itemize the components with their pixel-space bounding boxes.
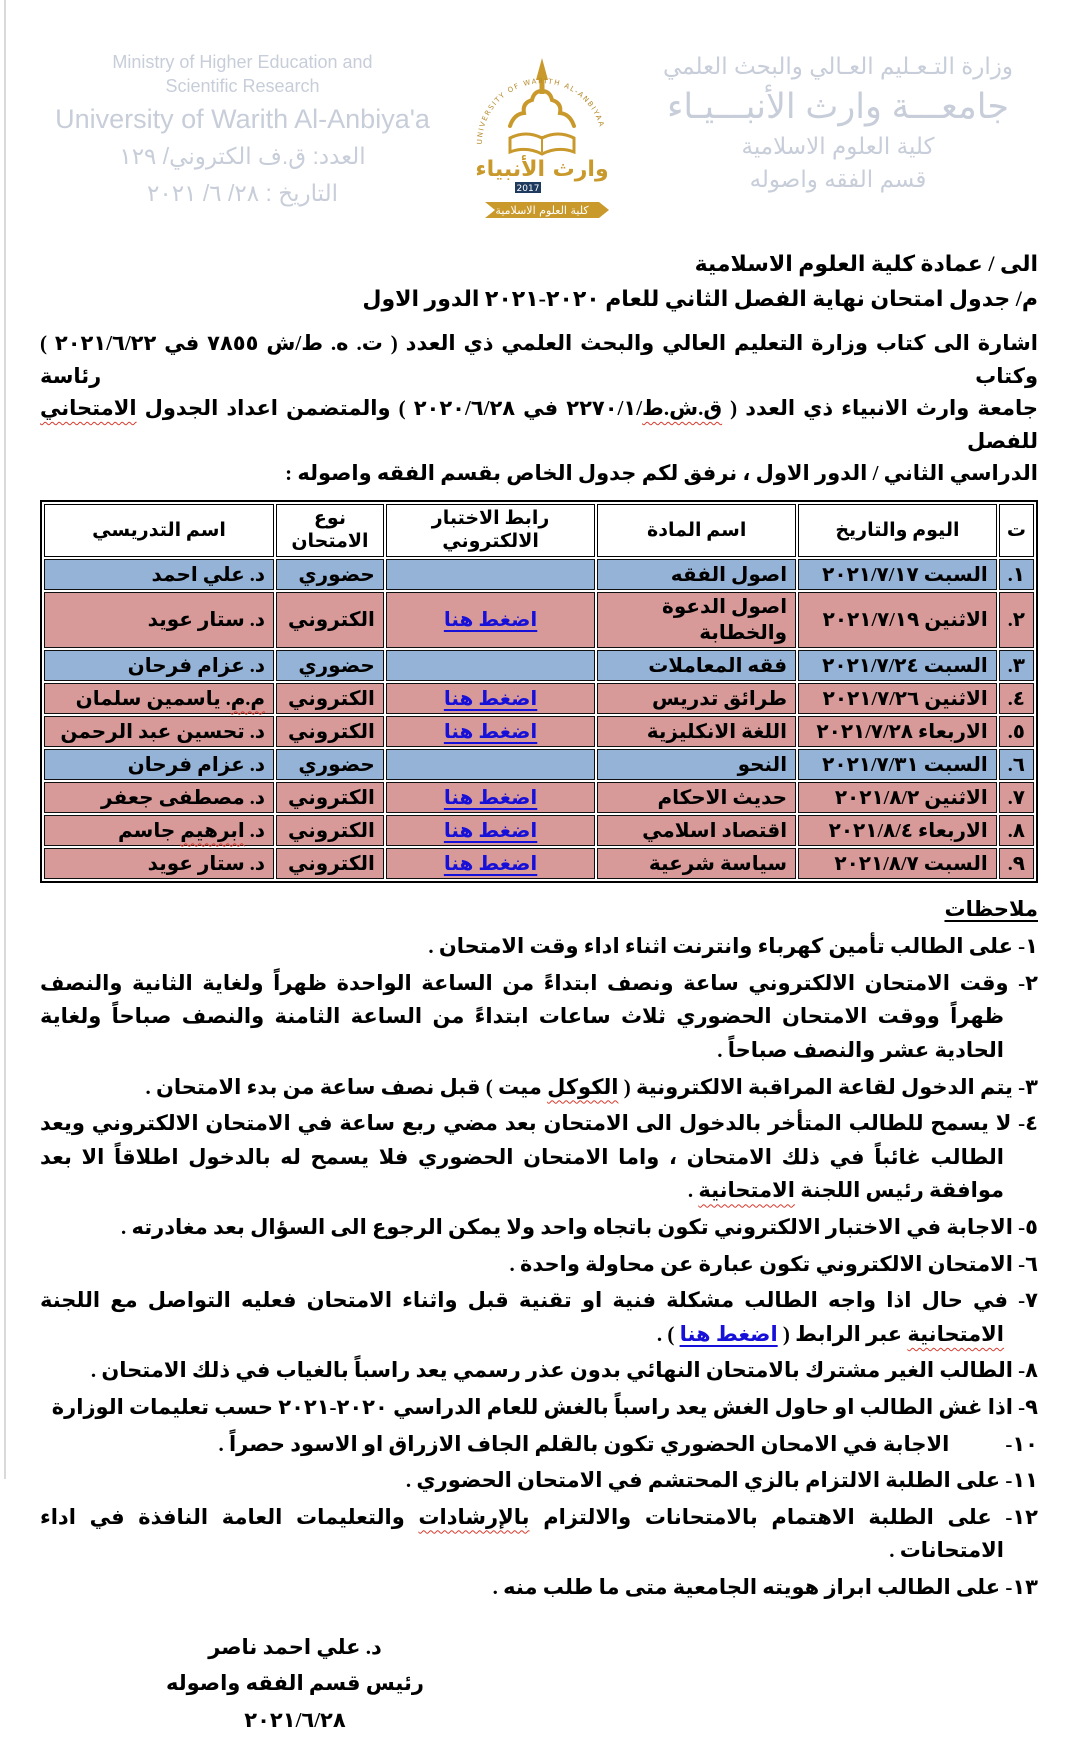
cell-exam-type: الكتروني [276,716,384,747]
cell-exam-type: الكتروني [276,683,384,714]
note-item [40,1211,1038,1245]
cell-subject-name: فقه المعاملات [597,650,796,681]
note-number: ١١- [1005,1468,1038,1493]
text-run: . [687,1178,699,1203]
text-run: الدراسي الثاني / الدور الاول ، نرفق لكم جدول الخاص بقسم الفقه واصوله : [285,461,1038,486]
exam-row [44,559,1034,590]
exam-row [44,716,1034,747]
spellcheck-wavy-text: الامتحاني [40,396,137,421]
text-run: اشارة الى كتاب وزارة التعليم العالي والبحث العلمي ذي العدد ( ت. ه. ط/ش ٧٨٥٥ في ٢٠٢١/٦/٢٢ ) وكتاب رئاسة [40,331,1039,388]
notes-list [40,930,1038,1604]
note-number: ٩- [1018,1394,1038,1419]
note-item [40,1071,1038,1105]
cell-subject-name: اصول الدعوة والخطابة [597,592,796,648]
exam-row [44,650,1034,681]
paragraph-line-3 [40,457,1038,490]
exam-row [44,749,1034,780]
paragraph-line-1 [40,327,1038,392]
exam-schedule-table [40,500,1038,884]
cell-exam-link [386,782,595,813]
text-run: الامتحان الالكتروني تكون عبارة عن محاولة واحدة . [509,1251,1019,1276]
addressee-line: الى / عمادة كلية العلوم الاسلامية [694,251,1038,276]
cell-exam-link [386,815,595,846]
spellcheck-wavy-text: م.م [230,687,266,710]
spellcheck-wavy-text: ابرهيم [180,819,245,842]
logo-calligraphy: وارث الأنبياء [474,157,609,182]
cell-exam-type: الكتروني [276,815,384,846]
cell-day-date: الاثنين ٢٠٢١/٨/٢ [798,782,997,813]
cell-exam-type: حضوري [276,559,384,590]
cell-teacher-name [44,848,274,879]
text-run: عبر الرابط ( [777,1321,908,1346]
text-run: ) . [656,1321,680,1346]
col-header-teacher: اسم التدريسي [44,504,274,558]
note-number: ٥- [1018,1214,1038,1239]
text-run: في حال اذا واجه الطالب مشكلة فنية او تقنية قبل واثناء الامتحان فعليه التواصل مع اللجنة [40,1288,1019,1313]
cell-row-number: ٨. [999,815,1034,846]
cell-exam-link [386,716,595,747]
text-run: د. مصطفى جعفر [101,786,266,809]
text-run: على الطالب ابراز هويته الجامعية متى ما طلب منه . [492,1574,1006,1599]
text-run: ميت ) قبل نصف ساعة من بدء الامتحان . [145,1074,548,1099]
cell-exam-link [386,848,595,879]
cell-subject-name: اللغة الانكليزية [597,716,796,747]
document-date-line: التاريخ : ٢٨/ ٦/ ٢٠٢١ [147,179,338,206]
text-run: وقت الامتحان الالكتروني ساعة ونصف ابتداءً من الساعة الواحدة ظهراً ولغاية الثانية والنصف ظهراً ووقت الامتحان الحضوري ثلاث ساعات ابتداءً من الساعة الثامنة والنصف صباحاً ولغاية الحادية عشر والنصف صباحاً . [40,970,1019,1063]
cell-row-number: ٣. [999,650,1034,681]
note-number: ٤- [1018,1111,1038,1136]
spellcheck-wavy-text: الكوكل [547,1074,619,1099]
text-run: د. ستار عويد [147,609,266,632]
note-number: ١٣- [1005,1574,1038,1599]
exam-row [44,848,1034,879]
text-run: للفصل [966,428,1038,453]
notes-title: ملاحظات [944,897,1038,922]
col-header-subject: اسم المادة [597,504,796,558]
col-header-exam-type: نوع الامتحان [276,504,384,558]
text-run: /٢٢٧٠/١ في ٢٠٢٠/٦/٢٨ ) والمتضمن اعداد الجدول [136,396,643,421]
cell-exam-link [386,592,595,648]
cell-subject-name: اصول الفقه [597,559,796,590]
note-item [40,1428,1038,1462]
ministry-name-en-line2: Scientific Research [165,76,320,97]
cell-day-date: السبت ٢٠٢١/٨/٧ [798,848,997,879]
table-header-row [44,504,1034,558]
university-logo-emblem [463,54,621,230]
text-run: جامعة وارث الانبياء ذي العدد ( [722,396,1038,421]
note-item [40,1354,1038,1388]
note-item [40,1107,1038,1208]
cell-day-date: السبت ٢٠٢١/٧/٢٤ [798,650,997,681]
university-name-en: University of Warith Al-Anbiya'a [55,103,430,134]
text-run: اذا غش الطالب او حاول الغش يعد راسباً بالغش للعام الدراسي ٢٠٢٠-٢٠٢١ حسب تعليمات الوزارة [51,1394,1019,1419]
cell-exam-type: الكتروني [276,848,384,879]
note-item [40,1501,1038,1568]
text-run: د. تحسين عبد الرحمن [60,720,266,743]
cell-teacher-name [44,782,274,813]
note-number: ٦- [1018,1251,1038,1276]
letterhead-english-block [40,50,445,210]
cell-teacher-name [44,749,274,780]
note-item [40,1391,1038,1425]
logo-year: 2017 [516,184,539,194]
cell-day-date: السبت ٢٠٢١/٧/٣١ [798,749,997,780]
spellcheck-wavy-text: بالإرشادات [418,1504,530,1529]
cell-row-number: ٢. [999,592,1034,648]
cell-subject-name: سياسة شرعية [597,848,796,879]
col-header-index: ت [999,504,1034,558]
cell-exam-type: الكتروني [276,592,384,648]
col-header-exam-link: رابط الاختبار الالكتروني [386,504,595,558]
text-run: . ياسمين سلمان [75,687,231,710]
note-number: ١٢- [1005,1504,1038,1529]
text-run: على الطلبة الاهتمام بالامتحانات والالتزام [529,1504,1006,1529]
cell-exam-type: حضوري [276,749,384,780]
note-item [40,1284,1038,1351]
note-number: ٨- [1018,1358,1038,1383]
cell-exam-link [386,650,595,681]
note-number: ٣- [1018,1074,1038,1099]
col-header-day-date: اليوم والتاريخ [798,504,997,558]
college-name-ar: كلية العلوم الاسلامية [741,132,935,159]
exam-link[interactable]: اضغط هنا [443,786,538,809]
university-name-ar: جامعـــة وارث الأنبـــيـاء [666,87,1010,127]
note-item [40,1248,1038,1282]
exam-link[interactable]: اضغط هنا [443,609,538,632]
exam-link[interactable]: اضغط هنا [443,687,538,710]
cell-row-number: ٩. [999,848,1034,879]
exam-row [44,815,1034,846]
text-run: جاسم [117,819,181,842]
ministry-name-ar: وزارة التـعـليم العـالي والبحث العلمي [663,53,1013,79]
text-run: على الطالب تأمين كهرباء وانترنت اثناء اداء وقت الامتحان . [428,934,1019,959]
exam-link[interactable]: اضغط هنا [443,852,538,875]
spellcheck-wavy-text: الامتحانية [698,1178,795,1203]
cell-row-number: ٧. [999,782,1034,813]
note-item [40,930,1038,964]
cell-exam-type: الكتروني [276,782,384,813]
signature-block [140,1629,450,1739]
letter-paragraph [40,327,1038,490]
click-here-link[interactable]: اضغط هنا [679,1321,778,1346]
exam-row [44,592,1034,648]
text-run: الاجابة في الامحان الحضوري تكون بالقلم الجاف الازراق او الاسود حصراً . [218,1431,950,1456]
signature-date: ٢٠٢١/٦/٢٨ [244,1708,346,1733]
cell-day-date: الاربعاء ٢٠٢١/٨/٤ [798,815,997,846]
note-item [40,1571,1038,1605]
exam-link[interactable]: اضغط هنا [443,720,538,743]
cell-day-date: السبت ٢٠٢١/٧/١٧ [798,559,997,590]
cell-row-number: ١. [999,559,1034,590]
cell-teacher-name [44,683,274,714]
spellcheck-wavy-text: ق.ش.ط [642,396,723,421]
cell-row-number: ٤. [999,683,1034,714]
cell-subject-name: اقتصاد اسلامي [597,815,796,846]
note-item [40,967,1038,1068]
cell-subject-name: حديث الاحكام [597,782,796,813]
note-number: ٧- [1018,1288,1038,1313]
cell-subject-name: طرائق تدريس [597,683,796,714]
exam-row [44,683,1034,714]
cell-teacher-name [44,559,274,590]
letterhead-arabic-block [638,50,1038,196]
note-number: ١- [1018,934,1038,959]
ministry-name-en-line1: Ministry of Higher Education and [112,52,373,72]
cell-teacher-name [44,815,274,846]
cell-day-date: الاثنين ٢٠٢١/٧/١٩ [798,592,997,648]
text-run: الاجابة في الاختبار الالكتروني تكون باتجاه واحد ولا يمكن الرجوع الى السؤال بعد مغادرته . [121,1214,1019,1239]
text-run: يتم الدخول لقاعة المراقبة الالكترونية ( [618,1074,1019,1099]
note-number: ١٠- [1005,1431,1038,1456]
cell-exam-link [386,683,595,714]
cell-teacher-name [44,650,274,681]
spellcheck-wavy-text: الامتحانية [907,1321,1004,1346]
text-run: د. عزام فرحان [127,654,266,677]
note-number: ٢- [1018,970,1038,995]
document-number-line: العدد: ق.ف الكتروني/ ١٢٩ [119,143,366,170]
cell-teacher-name [44,716,274,747]
cell-row-number: ٦. [999,749,1034,780]
text-run: د. عزام فرحان [127,753,266,776]
paragraph-line-2 [40,392,1038,457]
text-run: والتعليمات العامة النافذة في اداء الامتحانات . [40,1504,1004,1563]
cell-row-number: ٥. [999,716,1034,747]
text-run: الطالب الغير مشترك بالامتحان النهائي بدون عذر رسمي يعد راسباً بالغياب في ذلك الامتحان . [90,1358,1019,1383]
text-run: د. [244,819,266,842]
logo-arc-text: UNIVERSITY OF WARITH AL-ANBIYAA [475,77,606,145]
signatory-title: رئيس قسم الفقه واصوله [166,1671,424,1696]
letterhead [40,0,1038,235]
exam-link[interactable]: اضغط هنا [443,819,538,842]
signatory-name: د. علي احمد ناصر [208,1634,382,1659]
exam-row [44,782,1034,813]
cell-subject-name: النحو [597,749,796,780]
cell-exam-link [386,559,595,590]
logo-banner-text: كلية العلوم الاسلامية [494,204,589,217]
university-logo [463,54,621,235]
cell-exam-link [386,749,595,780]
text-run: على الطلبة الالتزام بالزي المحتشم في الامتحان الحضوري . [405,1468,1006,1493]
text-run: لا يسمح للطالب المتأخر بالدخول الى الامتحان بعد مضي ربع ساعة في الامتحان الالكتروني ويعد الطالب غائباً في ذلك الامتحان ، واما الامتحان الحضوري فلا يسمح له بالدخول اطلاقاً الا بعد موافقة رئيس اللجنة [40,1111,1019,1203]
cell-day-date: الاثنين ٢٠٢١/٧/٢٦ [798,683,997,714]
cell-day-date: الاربعاء ٢٠٢١/٧/٢٨ [798,716,997,747]
text-run: د. ستار عويد [147,852,266,875]
department-name-ar: قسم الفقه واصوله [749,166,927,193]
subject-line: م/ جدول امتحان نهاية الفصل الثاني للعام ٢٠٢٠-٢٠٢١ الدور الاول [362,286,1038,311]
note-item [40,1464,1038,1498]
cell-teacher-name [44,592,274,648]
text-run: د. علي احمد [151,563,266,586]
cell-exam-type: حضوري [276,650,384,681]
